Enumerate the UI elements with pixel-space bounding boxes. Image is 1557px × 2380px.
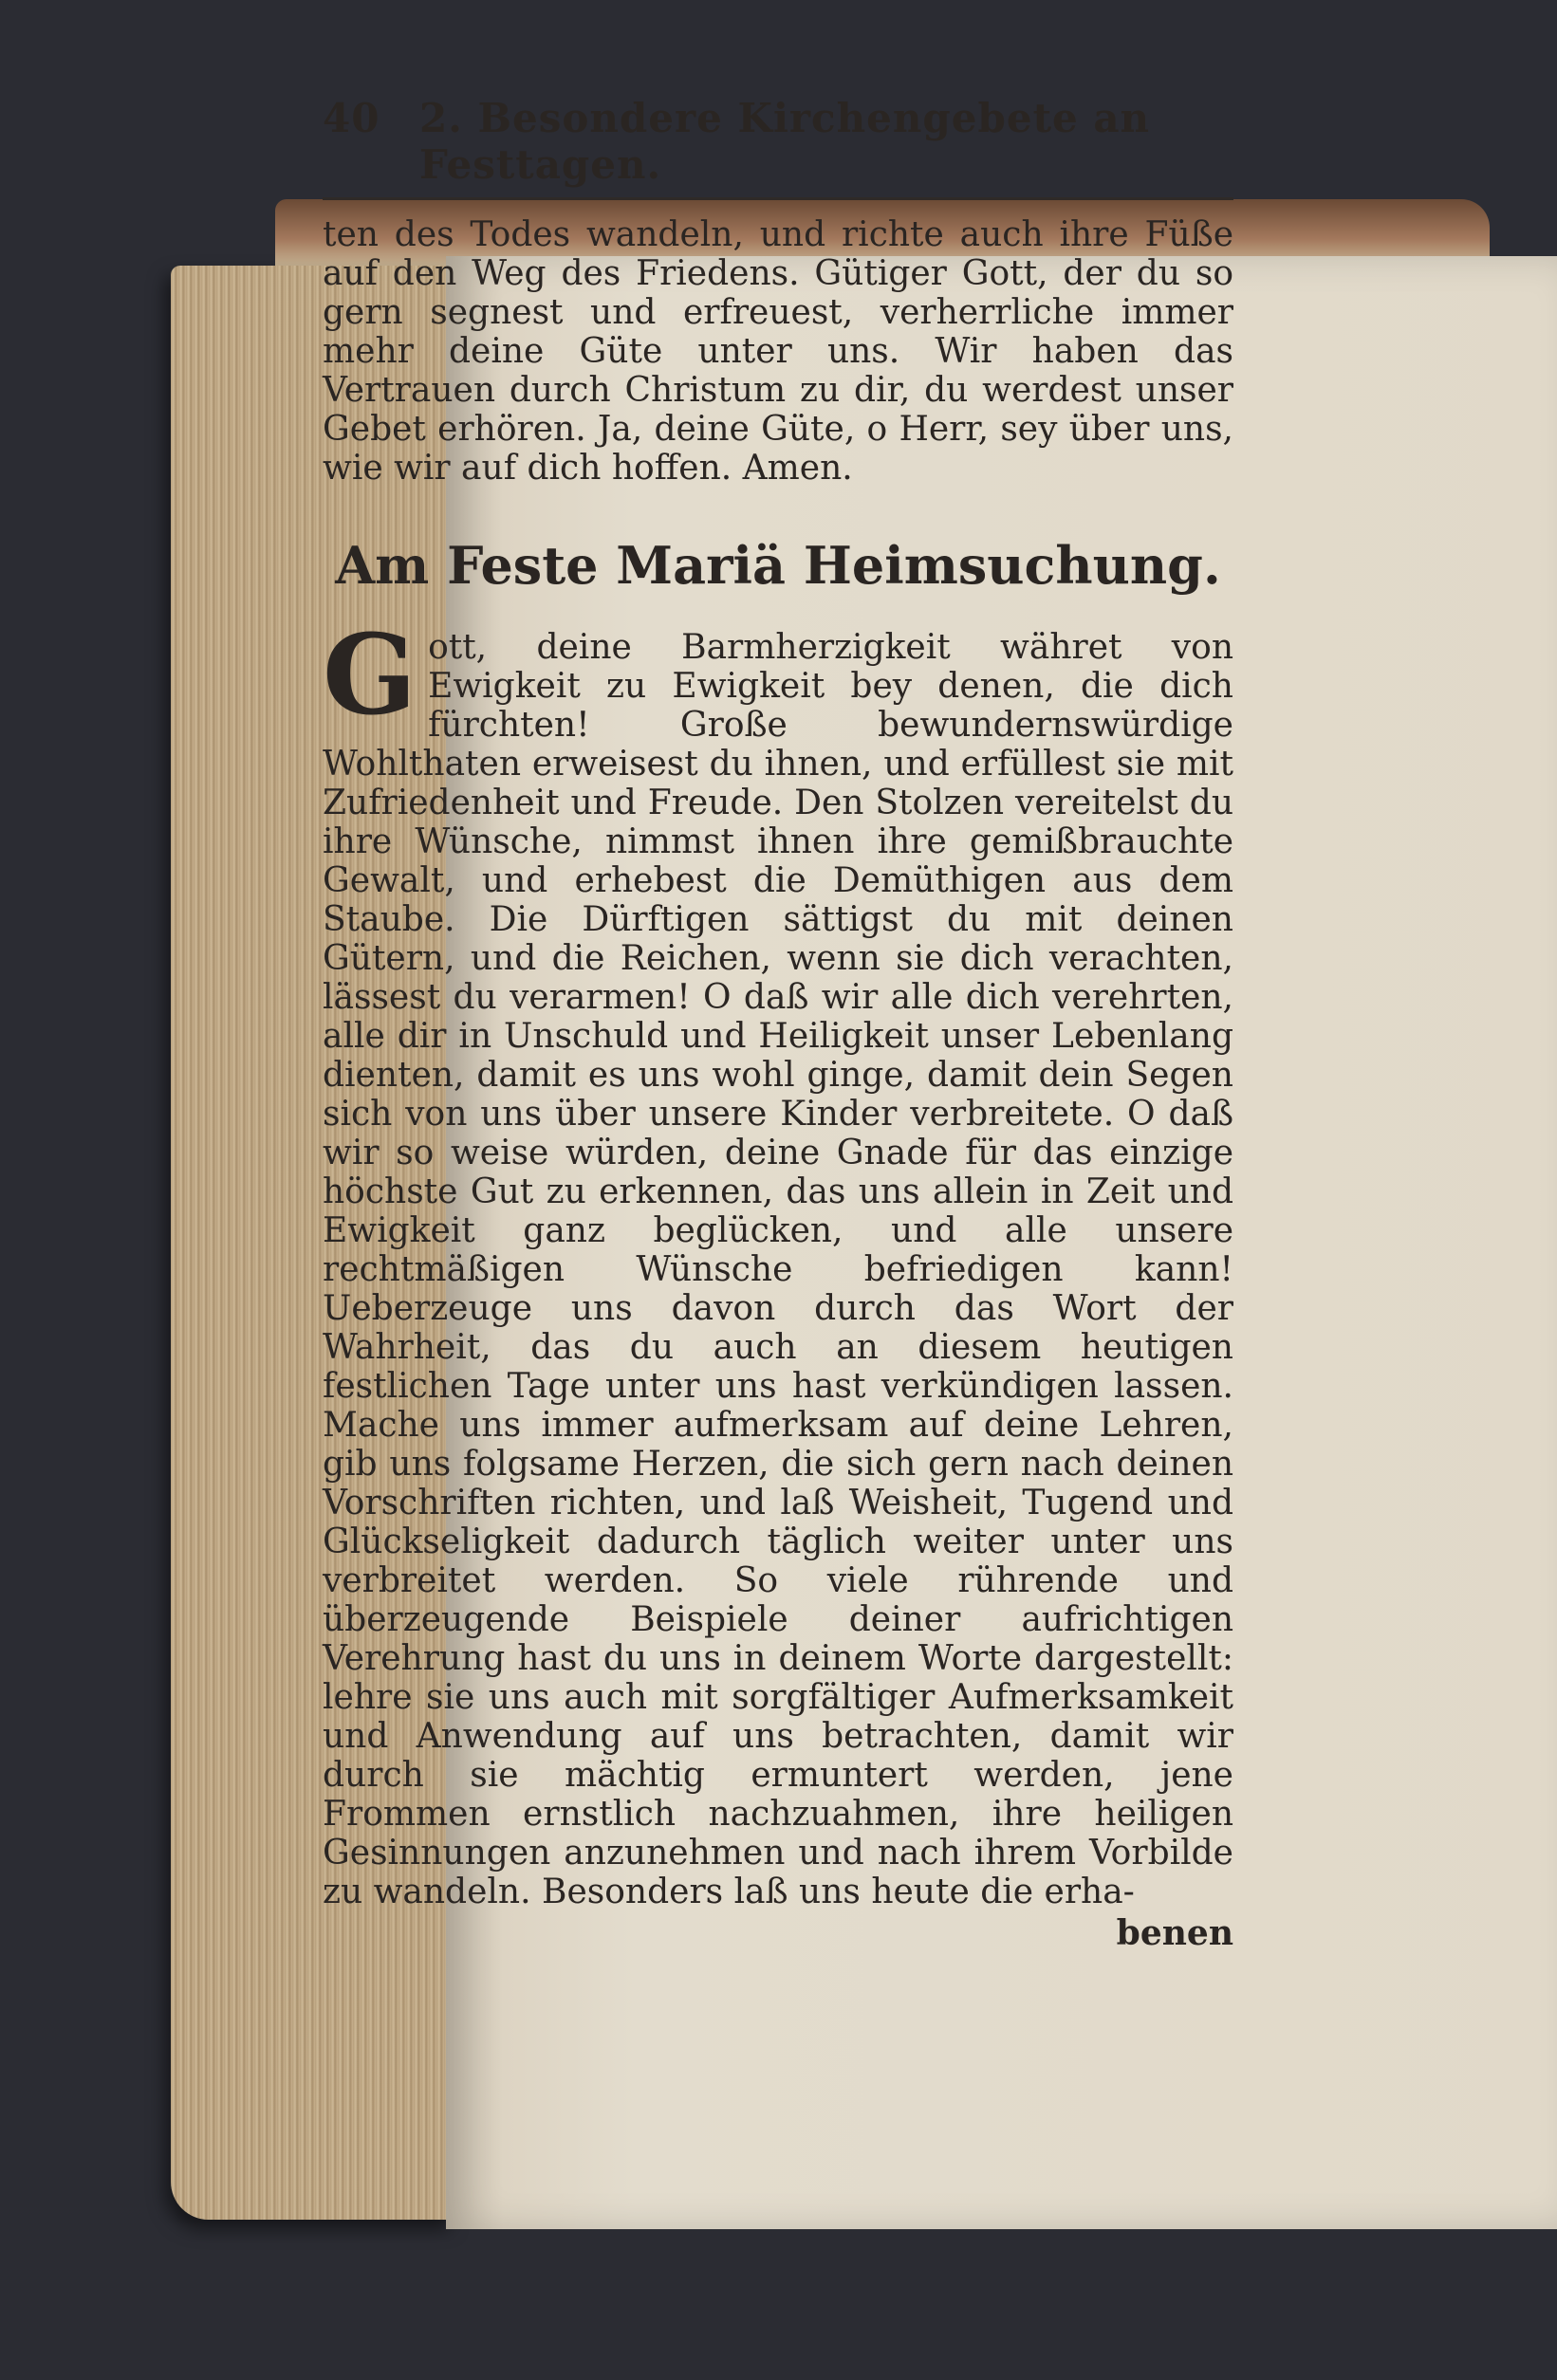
running-header [323,95,1233,200]
section-body: ott, deine Barmherzigkeit währet von Ewigkeit zu Ewigkeit bey denen, die dich fürchten! Große bewundernswürdige Wohlthaten erweisest du ihnen, und erfüllest sie mit Zufriedenheit und Freude. Den Stolzen vereitelst du ihre Wünsche, nimmst ihnen ihre gemißbrauchte Gewalt, und erhebest die Demüthigen aus dem Staube. Die Dürftigen sättigst du mit deinen Gütern, und die Reichen, wenn sie dich verachten, lässest du verarmen! O daß wir alle dich verehrten, alle dir in Unschuld und Heiligkeit unser Lebenlang dienten, damit es uns wohl ginge, damit dein Segen sich von uns über unsere Kinder verbreitete. O daß wir so weise würden, deine Gnade für das einzige höchste Gut zu erkennen, das uns allein in Zeit und Ewigkeit ganz beglücken, und alle unsere rechtmäßigen Wünsche befriedigen kann! Ueberzeuge uns davon durch das Wort der Wahrheit, das du auch an diesem heutigen festlichen Tage unter uns hast verkündigen lassen. Mache uns immer aufmerksam auf deine Lehren, gib uns folgsame Herzen, die sich gern nach deinen Vorschriften richten, und laß Weisheit, Tugend und Glückseligkeit dadurch täglich weiter unter uns verbreitet werden. So viele rührende und überzeugende Beispiele deiner aufrichtigen Verehrung hast du uns in deinem Worte dargestellt: lehre sie uns auch mit sorgfältiger Aufmerksamkeit und Anwendung auf uns betrachten, damit wir durch sie mächtig ermuntert werden, jene Frommen ernstlich nachzuahmen, ihre heiligen Gesinnungen anzunehmen und nach ihrem Vorbilde zu wandeln. Besonders laß uns heute die erha- [323,628,1233,1911]
page-content [323,95,1271,1953]
page-number: 40 [323,95,380,141]
section-paragraph [323,611,1233,1911]
catchword: benen [1116,1913,1233,1953]
running-title: 2. Besondere Kirchengebete an Festtagen. [419,95,1151,188]
drop-cap: G [323,611,417,740]
section-title: Am Feste Mariä Heimsuchung. [335,535,1221,596]
continued-paragraph: ten des Todes wandeln, und richte auch ihre Füße auf den Weg des Friedens. Gütiger Gott, der du so gern segnest und erfreuest, verherrliche immer mehr deine Güte unter uns. Wir haben das Vertrauen durch Christum zu dir, du werdest unser Gebet erhören. Ja, deine Güte, o Herr, sey über uns, wie wir auf dich hoffen. Amen. [323,215,1233,488]
